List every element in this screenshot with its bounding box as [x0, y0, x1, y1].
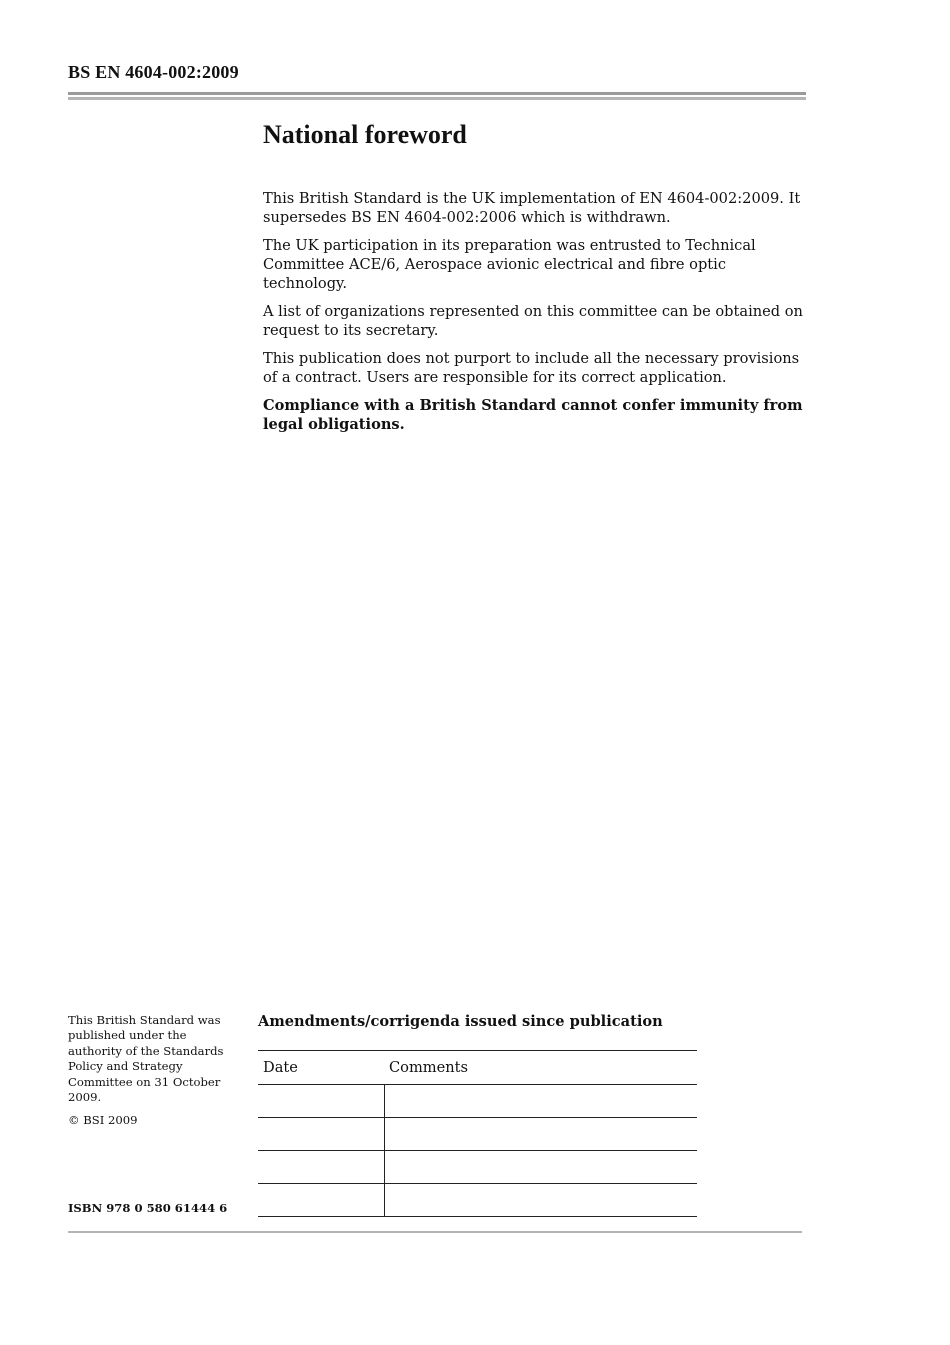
table-cell-comments	[384, 1118, 697, 1151]
table-cell-comments	[384, 1151, 697, 1184]
table-cell-date	[258, 1118, 384, 1151]
table-cell-date	[258, 1085, 384, 1118]
copyright-notice: © BSI 2009	[68, 1113, 138, 1128]
table-row	[258, 1184, 697, 1217]
table-row	[258, 1085, 697, 1118]
standard-number: BS EN 4604-002:2009	[68, 62, 239, 82]
table-row	[258, 1118, 697, 1151]
table-cell-date	[258, 1151, 384, 1184]
table-cell-comments	[384, 1085, 697, 1118]
foreword-paragraph: This publication does not purport to include all the necessary provisions of a contract. Users are responsible for its correct application.	[263, 350, 800, 386]
foreword-paragraph: The UK participation in its preparation was entrusted to Technical Committee ACE/6, Aerospace avionic electrical and fibre optic technology.	[263, 237, 756, 292]
publication-note: This British Standard was published under the authority of the Standards Policy and Strategy Committee on 31 October 2009.	[68, 1013, 224, 1105]
foreword-body	[263, 189, 808, 443]
column-header-date: Date	[258, 1051, 384, 1085]
amendments-table	[258, 1050, 697, 1217]
header-rule-secondary	[68, 97, 806, 100]
compliance-note: Compliance with a British Standard cannot confer immunity from legal obligations.	[263, 397, 803, 433]
table-row	[258, 1151, 697, 1184]
foreword-paragraph: This British Standard is the UK implementation of EN 4604-002:2009. It supersedes BS EN 4604-002:2006 which is withdrawn.	[263, 190, 801, 226]
footer-rule	[68, 1231, 802, 1233]
amendments-heading: Amendments/corrigenda issued since publication	[258, 1013, 663, 1030]
foreword-paragraph: A list of organizations represented on this committee can be obtained on request to its secretary.	[263, 303, 803, 339]
table-header-row	[258, 1051, 697, 1085]
publication-sidebar	[68, 1013, 240, 1137]
table-cell-comments	[384, 1184, 697, 1217]
isbn: ISBN 978 0 580 61444 6	[68, 1201, 228, 1215]
column-header-comments: Comments	[384, 1051, 697, 1085]
table-cell-date	[258, 1184, 384, 1217]
header-rule	[68, 92, 806, 95]
page-title: National foreword	[263, 120, 467, 149]
